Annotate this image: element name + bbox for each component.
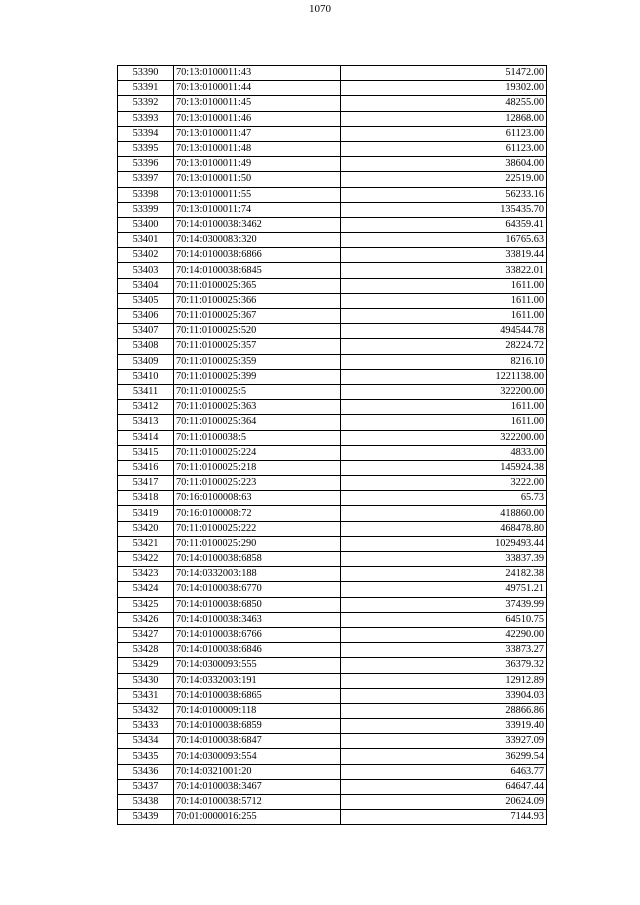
cadastral-number-cell: 70:14:0100038:3462	[174, 217, 341, 232]
table-row	[118, 764, 547, 779]
row-number-cell: 53436	[118, 764, 174, 779]
value-cell: 38604.00	[341, 157, 547, 172]
cadastral-number-cell: 70:14:0100038:6859	[174, 719, 341, 734]
cadastral-number-cell: 70:14:0100038:6850	[174, 597, 341, 612]
table-row	[118, 141, 547, 156]
table-row	[118, 354, 547, 369]
table-row	[118, 627, 547, 642]
row-number-cell: 53421	[118, 536, 174, 551]
table-row	[118, 749, 547, 764]
cadastral-number-cell: 70:14:0100009:118	[174, 703, 341, 718]
row-number-cell: 53429	[118, 658, 174, 673]
row-number-cell: 53400	[118, 217, 174, 232]
row-number-cell: 53433	[118, 719, 174, 734]
row-number-cell: 53407	[118, 324, 174, 339]
row-number-cell: 53402	[118, 248, 174, 263]
value-cell: 1029493.44	[341, 536, 547, 551]
cadastral-number-cell: 70:11:0100025:365	[174, 278, 341, 293]
row-number-cell: 53435	[118, 749, 174, 764]
cadastral-number-cell: 70:14:0100038:6845	[174, 263, 341, 278]
cadastral-number-cell: 70:14:0332003:188	[174, 567, 341, 582]
table-row	[118, 309, 547, 324]
cadastral-number-cell: 70:13:0100011:46	[174, 111, 341, 126]
cadastral-number-cell: 70:16:0100008:63	[174, 491, 341, 506]
row-number-cell: 53404	[118, 278, 174, 293]
cadastral-number-cell: 70:13:0100011:50	[174, 172, 341, 187]
row-number-cell: 53390	[118, 66, 174, 81]
row-number-cell: 53399	[118, 202, 174, 217]
value-cell: 65.73	[341, 491, 547, 506]
table-row	[118, 339, 547, 354]
cadastral-number-cell: 70:11:0100025:366	[174, 293, 341, 308]
cadastral-number-cell: 70:11:0100025:367	[174, 309, 341, 324]
table-row	[118, 384, 547, 399]
table-row	[118, 536, 547, 551]
table-body	[118, 66, 547, 825]
value-cell: 33837.39	[341, 552, 547, 567]
table-row	[118, 248, 547, 263]
table-row	[118, 460, 547, 475]
value-cell: 33822.01	[341, 263, 547, 278]
cadastral-number-cell: 70:14:0100038:3467	[174, 779, 341, 794]
table-row	[118, 734, 547, 749]
row-number-cell: 53434	[118, 734, 174, 749]
row-number-cell: 53415	[118, 445, 174, 460]
table-row	[118, 597, 547, 612]
row-number-cell: 53413	[118, 415, 174, 430]
row-number-cell: 53401	[118, 233, 174, 248]
value-cell: 1611.00	[341, 309, 547, 324]
value-cell: 22519.00	[341, 172, 547, 187]
value-cell: 64647.44	[341, 779, 547, 794]
table-row	[118, 445, 547, 460]
value-cell: 28224.72	[341, 339, 547, 354]
row-number-cell: 53438	[118, 795, 174, 810]
value-cell: 3222.00	[341, 476, 547, 491]
table-row	[118, 476, 547, 491]
row-number-cell: 53427	[118, 627, 174, 642]
row-number-cell: 53425	[118, 597, 174, 612]
value-cell: 42290.00	[341, 627, 547, 642]
table-row	[118, 233, 547, 248]
value-cell: 37439.99	[341, 597, 547, 612]
table-row	[118, 491, 547, 506]
row-number-cell: 53398	[118, 187, 174, 202]
table-row	[118, 96, 547, 111]
value-cell: 145924.38	[341, 460, 547, 475]
value-cell: 1611.00	[341, 400, 547, 415]
row-number-cell: 53396	[118, 157, 174, 172]
value-cell: 24182.38	[341, 567, 547, 582]
row-number-cell: 53428	[118, 643, 174, 658]
cadastral-number-cell: 70:11:0100038:5	[174, 430, 341, 445]
row-number-cell: 53395	[118, 141, 174, 156]
cadastral-number-cell: 70:11:0100025:5	[174, 384, 341, 399]
table-row	[118, 673, 547, 688]
row-number-cell: 53393	[118, 111, 174, 126]
row-number-cell: 53408	[118, 339, 174, 354]
value-cell: 8216.10	[341, 354, 547, 369]
row-number-cell: 53403	[118, 263, 174, 278]
value-cell: 135435.70	[341, 202, 547, 217]
table-row	[118, 187, 547, 202]
cadastral-number-cell: 70:11:0100025:364	[174, 415, 341, 430]
value-cell: 6463.77	[341, 764, 547, 779]
cadastral-number-cell: 70:11:0100025:520	[174, 324, 341, 339]
row-number-cell: 53437	[118, 779, 174, 794]
row-number-cell: 53417	[118, 476, 174, 491]
row-number-cell: 53394	[118, 126, 174, 141]
row-number-cell: 53416	[118, 460, 174, 475]
cadastral-number-cell: 70:01:0000016:255	[174, 810, 341, 825]
table-row	[118, 810, 547, 825]
value-cell: 61123.00	[341, 126, 547, 141]
cadastral-number-cell: 70:13:0100011:48	[174, 141, 341, 156]
cadastral-number-cell: 70:13:0100011:74	[174, 202, 341, 217]
row-number-cell: 53405	[118, 293, 174, 308]
value-cell: 418860.00	[341, 506, 547, 521]
value-cell: 19302.00	[341, 81, 547, 96]
cadastral-number-cell: 70:11:0100025:218	[174, 460, 341, 475]
table-row	[118, 658, 547, 673]
value-cell: 28866.86	[341, 703, 547, 718]
value-cell: 1611.00	[341, 293, 547, 308]
cadastral-number-cell: 70:14:0100038:6846	[174, 643, 341, 658]
row-number-cell: 53412	[118, 400, 174, 415]
row-number-cell: 53392	[118, 96, 174, 111]
cadastral-number-cell: 70:13:0100011:43	[174, 66, 341, 81]
row-number-cell: 53414	[118, 430, 174, 445]
cadastral-number-cell: 70:14:0100038:6770	[174, 582, 341, 597]
table-row	[118, 643, 547, 658]
value-cell: 33873.27	[341, 643, 547, 658]
table-row	[118, 278, 547, 293]
cadastral-number-cell: 70:11:0100025:223	[174, 476, 341, 491]
value-cell: 49751.21	[341, 582, 547, 597]
row-number-cell: 53410	[118, 369, 174, 384]
cadastral-number-cell: 70:14:0100038:6847	[174, 734, 341, 749]
row-number-cell: 53391	[118, 81, 174, 96]
table-row	[118, 126, 547, 141]
cadastral-number-cell: 70:14:0100038:6858	[174, 552, 341, 567]
table-row	[118, 779, 547, 794]
table-row	[118, 400, 547, 415]
value-cell: 33919.40	[341, 719, 547, 734]
value-cell: 468478.80	[341, 521, 547, 536]
cadastral-number-cell: 70:13:0100011:55	[174, 187, 341, 202]
table-row	[118, 202, 547, 217]
value-cell: 494544.78	[341, 324, 547, 339]
value-cell: 48255.00	[341, 96, 547, 111]
cadastral-number-cell: 70:11:0100025:357	[174, 339, 341, 354]
table-row	[118, 217, 547, 232]
table-row	[118, 81, 547, 96]
table-row	[118, 552, 547, 567]
cadastral-number-cell: 70:14:0321001:20	[174, 764, 341, 779]
cadastral-number-cell: 70:11:0100025:290	[174, 536, 341, 551]
table-row	[118, 506, 547, 521]
table-row	[118, 430, 547, 445]
value-cell: 12912.89	[341, 673, 547, 688]
value-cell: 51472.00	[341, 66, 547, 81]
value-cell: 1611.00	[341, 415, 547, 430]
row-number-cell: 53418	[118, 491, 174, 506]
row-number-cell: 53424	[118, 582, 174, 597]
value-cell: 64510.75	[341, 612, 547, 627]
value-cell: 56233.16	[341, 187, 547, 202]
cadastral-number-cell: 70:14:0100038:6865	[174, 688, 341, 703]
row-number-cell: 53422	[118, 552, 174, 567]
table-row	[118, 612, 547, 627]
value-cell: 12868.00	[341, 111, 547, 126]
value-cell: 33904.03	[341, 688, 547, 703]
value-cell: 36379.32	[341, 658, 547, 673]
cadastral-number-cell: 70:14:0100038:6766	[174, 627, 341, 642]
value-cell: 33819.44	[341, 248, 547, 263]
cadastral-number-cell: 70:14:0100038:3463	[174, 612, 341, 627]
cadastral-number-cell: 70:13:0100011:49	[174, 157, 341, 172]
cadastral-number-cell: 70:14:0332003:191	[174, 673, 341, 688]
table-row	[118, 157, 547, 172]
table-row	[118, 719, 547, 734]
cadastral-number-cell: 70:14:0300093:554	[174, 749, 341, 764]
cadastral-number-cell: 70:13:0100011:44	[174, 81, 341, 96]
cadastral-number-cell: 70:11:0100025:224	[174, 445, 341, 460]
table-row	[118, 324, 547, 339]
table-row	[118, 795, 547, 810]
table-row	[118, 521, 547, 536]
row-number-cell: 53423	[118, 567, 174, 582]
row-number-cell: 53406	[118, 309, 174, 324]
cadastral-number-cell: 70:14:0300093:555	[174, 658, 341, 673]
cadastral-number-cell: 70:11:0100025:363	[174, 400, 341, 415]
row-number-cell: 53420	[118, 521, 174, 536]
table-row	[118, 415, 547, 430]
cadastral-number-cell: 70:16:0100008:72	[174, 506, 341, 521]
value-cell: 20624.09	[341, 795, 547, 810]
cadastral-number-cell: 70:11:0100025:222	[174, 521, 341, 536]
table-row	[118, 688, 547, 703]
data-table	[117, 65, 547, 825]
row-number-cell: 53409	[118, 354, 174, 369]
cadastral-number-cell: 70:14:0100038:5712	[174, 795, 341, 810]
value-cell: 7144.93	[341, 810, 547, 825]
value-cell: 16765.63	[341, 233, 547, 248]
value-cell: 1611.00	[341, 278, 547, 293]
value-cell: 4833.00	[341, 445, 547, 460]
value-cell: 64359.41	[341, 217, 547, 232]
row-number-cell: 53430	[118, 673, 174, 688]
value-cell: 61123.00	[341, 141, 547, 156]
table-row	[118, 172, 547, 187]
value-cell: 322200.00	[341, 384, 547, 399]
value-cell: 322200.00	[341, 430, 547, 445]
table-row	[118, 293, 547, 308]
row-number-cell: 53426	[118, 612, 174, 627]
cadastral-number-cell: 70:14:0300083:320	[174, 233, 341, 248]
row-number-cell: 53431	[118, 688, 174, 703]
table-row	[118, 263, 547, 278]
cadastral-number-cell: 70:11:0100025:399	[174, 369, 341, 384]
table-row	[118, 369, 547, 384]
row-number-cell: 53439	[118, 810, 174, 825]
page-number: 1070	[309, 3, 331, 15]
cadastral-number-cell: 70:13:0100011:47	[174, 126, 341, 141]
table-row	[118, 703, 547, 718]
row-number-cell: 53419	[118, 506, 174, 521]
row-number-cell: 53432	[118, 703, 174, 718]
table-row	[118, 111, 547, 126]
cadastral-number-cell: 70:11:0100025:359	[174, 354, 341, 369]
row-number-cell: 53411	[118, 384, 174, 399]
cadastral-number-cell: 70:14:0100038:6866	[174, 248, 341, 263]
value-cell: 1221138.00	[341, 369, 547, 384]
table-row	[118, 582, 547, 597]
table-row	[118, 567, 547, 582]
value-cell: 36299.54	[341, 749, 547, 764]
row-number-cell: 53397	[118, 172, 174, 187]
table-row	[118, 66, 547, 81]
cadastral-number-cell: 70:13:0100011:45	[174, 96, 341, 111]
value-cell: 33927.09	[341, 734, 547, 749]
